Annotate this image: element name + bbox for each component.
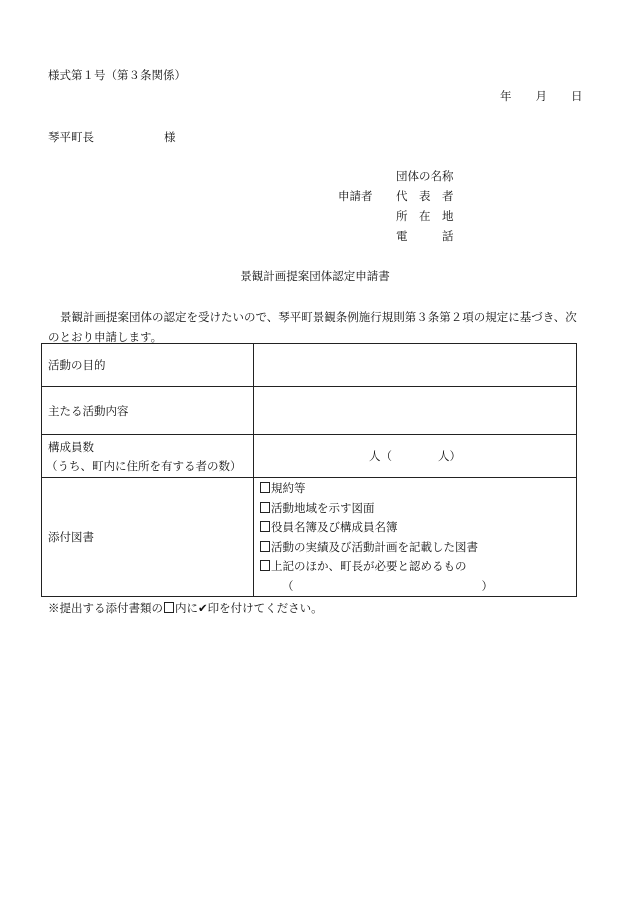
members-label-cell (42, 435, 254, 478)
content-value[interactable] (254, 387, 577, 435)
checkbox-icon[interactable] (260, 521, 270, 532)
row-content (42, 387, 577, 435)
attachment-item[interactable]: 上記のほか、町長が必要と認めるもの (260, 557, 570, 577)
check-mark-icon: ✔ (198, 601, 208, 615)
content-label: 主たる活動内容 (42, 387, 254, 435)
applicant-address: 所 在 地 (396, 209, 454, 223)
checkbox-icon[interactable] (260, 541, 270, 552)
paren-open: （ (282, 578, 294, 593)
attachments-label: 添付図書 (42, 478, 254, 597)
footnote: ※提出する添付書類の 内に✔印を付けてください。 (48, 601, 323, 615)
paren-close: ） (481, 578, 493, 593)
applicant-phone: 電 話 (396, 229, 454, 243)
attachment-item[interactable]: 役員名簿及び構成員名簿 (260, 518, 570, 538)
other-attachment-field[interactable] (260, 577, 570, 597)
attachment-item[interactable]: 活動地域を示す図面 (260, 499, 570, 519)
checkbox-icon (164, 602, 174, 613)
applicant-label: 申請者 (338, 189, 373, 203)
applicant-representative: 代 表 者 (396, 189, 454, 203)
members-label: 構成員数 (48, 439, 94, 454)
date-line (500, 88, 583, 104)
addressee (48, 129, 176, 145)
date-month: 月 (535, 89, 547, 103)
addressee-honorific: 様 (164, 130, 176, 144)
purpose-label: 活動の目的 (42, 344, 254, 387)
application-table (41, 343, 577, 597)
checkbox-icon[interactable] (260, 502, 270, 513)
purpose-value[interactable] (254, 344, 577, 387)
members-value[interactable]: 人（ 人） (254, 435, 577, 478)
row-attachments (42, 478, 577, 597)
row-purpose (42, 344, 577, 387)
date-year: 年 (500, 89, 512, 103)
attachment-item[interactable]: 活動の実績及び活動計画を記載した図書 (260, 538, 570, 558)
checkbox-icon[interactable] (260, 560, 270, 571)
applicant-org-name: 団体の名称 (396, 169, 454, 183)
attachments-cell (254, 478, 577, 597)
checkbox-icon[interactable] (260, 482, 270, 493)
body-text: 景観計画提案団体の認定を受けたいので、琴平町景観条例施行規則第３条第２項の規定に基づき、次のとおり申請します。 (48, 310, 577, 344)
row-members (42, 435, 577, 478)
form-number: 様式第１号（第３条関係） (48, 68, 186, 82)
addressee-name: 琴平町長 (48, 130, 94, 144)
members-sublabel: （うち、町内に住所を有する者の数） (46, 458, 242, 473)
document-title: 景観計画提案団体認定申請書 (240, 269, 390, 283)
attachment-item[interactable]: 規約等 (260, 479, 570, 499)
date-day: 日 (571, 89, 583, 103)
